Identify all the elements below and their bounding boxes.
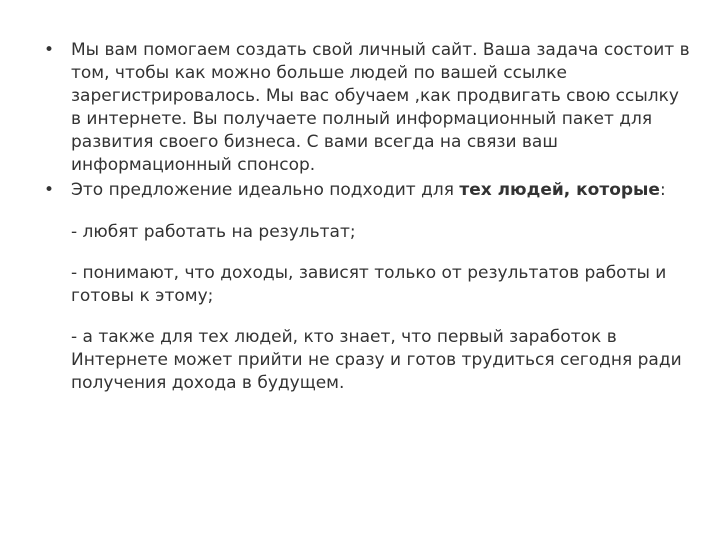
bullet-text-emphasis: тех людей, которые bbox=[459, 180, 660, 200]
slide-content bbox=[44, 39, 694, 395]
sub-item-results: - любят работать на результат; bbox=[71, 222, 356, 242]
bullet-item bbox=[44, 179, 694, 202]
bullet-marker: • bbox=[44, 40, 55, 60]
bullet-text: Мы вам помогаем создать свой личный сайт. Ваша задача состоит в том, чтобы как можно больше людей по вашей ссылке зарегистрировалось. Мы вас обучаем ,как продвигать свою ссылку в интернете. Вы получаете полный информационный пакет для развития своего бизнеса. С вами всегда на связи ваш информационный спонсор. bbox=[71, 40, 690, 175]
bullet-text-suffix: : bbox=[659, 180, 666, 200]
bullet-item bbox=[44, 39, 694, 177]
bullet-text-prefix: Это предложение идеально подходит для bbox=[71, 180, 460, 200]
sub-item-first-earnings: - а также для тех людей, кто знает, что первый заработок в Интернете может прийти не сразу и готов трудиться сегодня ради получения дохода в будущем. bbox=[71, 327, 682, 393]
sub-item-income: - понимают, что доходы, зависят только от результатов работы и готовы к этому; bbox=[71, 263, 667, 306]
bullet-marker: • bbox=[44, 180, 55, 200]
